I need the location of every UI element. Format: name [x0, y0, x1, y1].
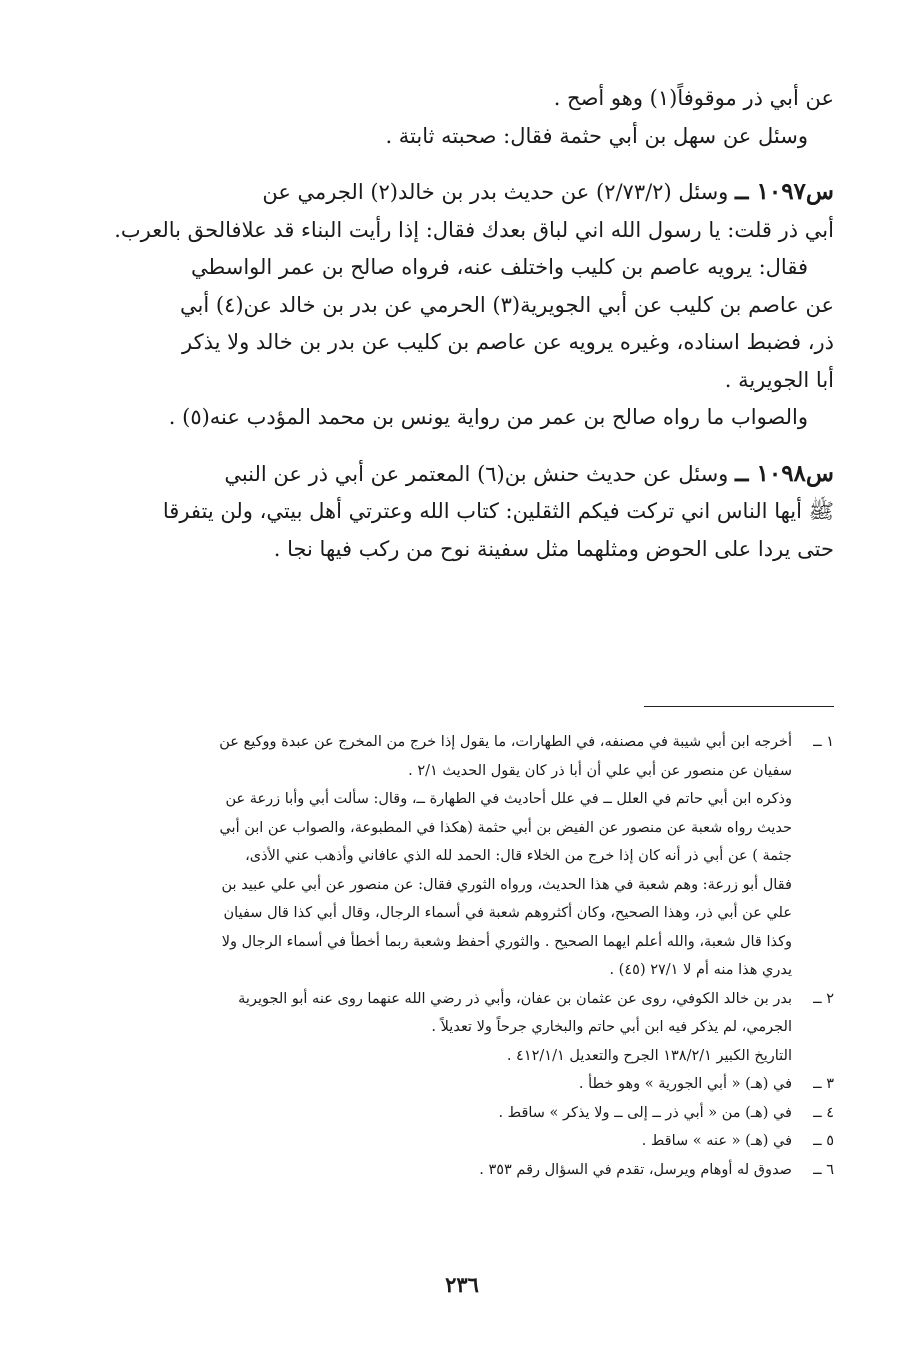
- footnote-line: جثمة ) عن أبي ذر أنه كان إذا خرج من الخلاء قال: الحمد لله الذي عافاني وأذهب عني الأذى،: [245, 848, 792, 864]
- footnote-6: [94, 1156, 834, 1185]
- main-text: [94, 80, 834, 568]
- entry-1098-line: [94, 455, 834, 494]
- text-line: وسئل عن سهل بن أبي حثمة فقال: صحبته ثابتة .: [385, 123, 808, 148]
- footnote-line: يدري هذا منه أم لا ٢٧/١ (٤٥) .: [609, 962, 792, 978]
- footnote-line: التاريخ الكبير ١٣٨/٢/١ الجرح والتعديل ٤١٢/١/١ .: [506, 1047, 792, 1064]
- footnote-1: [94, 728, 834, 985]
- footnote-line: فقال أبو زرعة: وهم شعبة في هذا الحديث، ورواه الثوري فقال: عن منصور عن أبي علي عبيد بن: [221, 876, 792, 893]
- footnote-line: في (هـ) « عنه » ساقط .: [641, 1133, 792, 1149]
- text-line: ﷺ أيها الناس اني تركت فيكم الثقلين: كتاب الله وعترتي أهل بيتي، ولن يتفرقا: [162, 499, 834, 523]
- entry-number-1097: س١٠٩٧ ــ: [735, 178, 834, 205]
- footnote-5: [94, 1127, 834, 1156]
- entry-number-1098: س١٠٩٨ ــ: [735, 459, 834, 487]
- footnote-line: وذكره ابن أبي حاتم في العلل ــ في علل أحاديث في الطهارة ــ، وقال: سألت أبي وأبا زرعة عن: [225, 791, 792, 807]
- text-line: أبي ذر قلت: يا رسول الله اني لباق بعدك فقال: إذا رأيت البناء قد علافالحق بالعرب.: [114, 217, 834, 242]
- footnote-4: [94, 1099, 834, 1128]
- text-line: والصواب ما رواه صالح بن عمر من رواية يونس بن محمد المؤدب عنه(٥) .: [168, 405, 808, 429]
- footnote-line: في (هـ) « أبي الجورية » وهو خطأ .: [578, 1076, 792, 1092]
- text-line: عن أبي ذر موقوفاً(١) وهو أصح .: [553, 86, 834, 110]
- footnotes: [94, 728, 834, 1184]
- footnote-3: [94, 1070, 834, 1099]
- footnote-divider: [644, 706, 834, 707]
- footnote-number: ٤ ــ: [813, 1104, 834, 1121]
- text-line: فقال: يرويه عاصم بن كليب واختلف عنه، فرواه صالح بن عمر الواسطي: [191, 255, 808, 279]
- footnote-line: وكذا قال شعبة، والله أعلم ايهما الصحيح . والثوري أحفظ وشعبة ربما أخطأ في أسماء الرجال ولا: [221, 933, 792, 950]
- text-line: وسئل عن حديث حنش بن(٦) المعتمر عن أبي ذر عن النبي: [224, 461, 729, 486]
- text-line: أبا الجويرية .: [724, 367, 834, 392]
- footnote-line: صدوق له أوهام ويرسل، تقدم في السؤال رقم ٣٥٣ .: [479, 1161, 792, 1178]
- footnote-line: حديث رواه شعبة عن منصور عن الفيض بن أبي حثمة (هكذا في المطبوعة، والصواب عن ابن أبي: [219, 819, 792, 836]
- footnote-line: أخرجه ابن أبي شيبة في مصنفه، في الطهارات، ما يقول إذا خرج من المخرج عن عبدة ووكيع عن: [219, 734, 792, 750]
- footnote-2: [94, 985, 834, 1071]
- text-line: عن عاصم بن كليب عن أبي الجويرية(٣) الحرمي عن بدر بن خالد عن(٤) أبي: [180, 292, 834, 317]
- footnote-number: ٣ ــ: [813, 1076, 834, 1092]
- footnote-number: ٦ ــ: [813, 1161, 834, 1178]
- text-line: حتى يردا على الحوض ومثلهما مثل سفينة نوح من ركب فيها نجا .: [273, 536, 834, 561]
- text-line: ذر، فضبط اسناده، وغيره يرويه عن عاصم بن كليب عن بدر بن خالد ولا يذكر: [182, 330, 834, 354]
- footnote-line: بدر بن خالد الكوفي، روى عن عثمان بن عفان، وأبي ذر رضي الله عنهما روى عنه أبو الجويرية: [238, 990, 792, 1007]
- entry-1097-line: [94, 173, 834, 212]
- footnote-number: ٢ ــ: [813, 990, 834, 1007]
- footnote-line: في (هـ) من « أبي ذر ــ إلى ــ ولا يذكر » ساقط .: [498, 1104, 792, 1121]
- footnote-line: الجرمي، لم يذكر فيه ابن أبي حاتم والبخاري جرحاً ولا تعديلاً .: [431, 1019, 792, 1035]
- page-number: ٢٣٦: [445, 1272, 479, 1297]
- footnote-number: ٥ ــ: [813, 1133, 834, 1149]
- footnote-line: علي عن أبي ذر، وهذا الصحيح، وكان أكثروهم شعبة في أسماء الرجال، وقال أبي كذا قال سفيان: [223, 905, 792, 921]
- footnote-line: سفيان عن منصور عن أبي علي أن أبا ذر كان يقول الحديث ٢/١ .: [408, 762, 792, 779]
- footnote-number: ١ ــ: [813, 734, 834, 750]
- text-line: وسئل (٢/٧٣/٢) عن حديث بدر بن خالد(٢) الجرمي عن: [262, 180, 729, 204]
